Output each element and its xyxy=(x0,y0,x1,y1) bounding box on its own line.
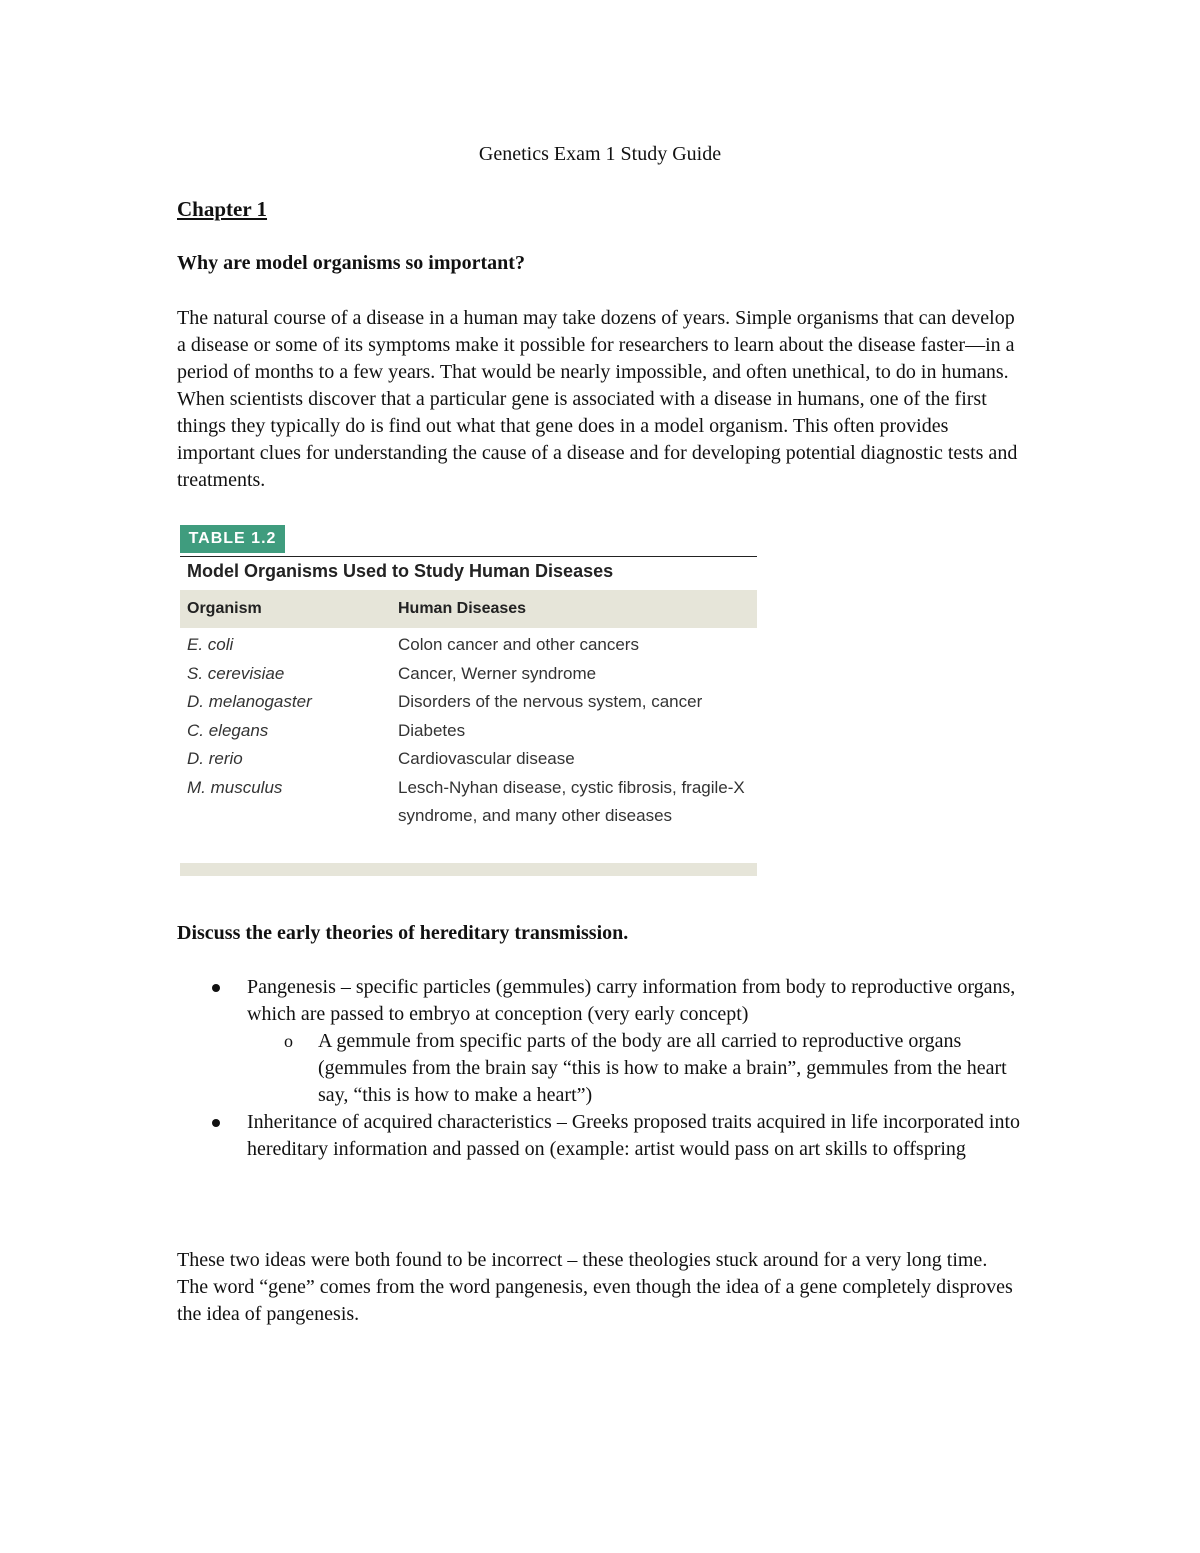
organism-cell: C. elegans xyxy=(187,720,269,740)
bullet-icon xyxy=(212,1119,220,1127)
organism-cell: E. coli xyxy=(187,635,234,654)
table-caption: Model Organisms Used to Study Human Diseases xyxy=(187,561,614,581)
table-divider xyxy=(180,556,757,557)
organism-cell: D. rerio xyxy=(187,749,243,768)
table-row xyxy=(180,660,757,689)
table-tag: TABLE 1.2 xyxy=(180,525,285,553)
diseases-cell: Diabetes xyxy=(398,720,466,740)
column-header-diseases: Human Diseases xyxy=(398,600,527,617)
table-row xyxy=(180,688,757,717)
list-item-text: Inheritance of acquired characteristics – Greeks proposed traits acquired in life incorporated into hereditary information and passed on (example: artist would pass on art skills to offspring xyxy=(247,1111,1021,1160)
organism-cell: M. musculus xyxy=(187,777,283,797)
table-row xyxy=(180,774,757,831)
organism-cell: D. melanogaster xyxy=(187,692,312,711)
model-organisms-table xyxy=(180,525,757,887)
question-model-organisms: Why are model organisms so important? xyxy=(177,252,525,274)
conclusion-line: The word “gene” comes from the word pangenesis, even though the idea of a gene completely disproves the idea of pangenesis. xyxy=(177,1276,1013,1325)
list-item xyxy=(177,974,1027,1028)
table-header-row xyxy=(180,590,757,628)
question-early-theories: Discuss the early theories of hereditary transmission. xyxy=(177,922,629,944)
table-body xyxy=(180,631,757,831)
sub-list-item xyxy=(177,1028,1027,1109)
diseases-cell: Lesch-Nyhan disease, cystic fibrosis, fragile-X syndrome, and many other diseases xyxy=(398,777,745,825)
organism-cell: S. cerevisiae xyxy=(187,663,285,683)
paragraph-conclusion xyxy=(177,1247,1027,1328)
column-header-organism: Organism xyxy=(187,600,262,617)
diseases-cell: Cardiovascular disease xyxy=(398,749,575,768)
sub-list-item-text: A gemmule from specific parts of the body are all carried to reproductive organs (gemmules from the brain say “this is how to make a brain”, gemmules from the heart say, “this is how to make a heart”) xyxy=(318,1030,1007,1106)
theories-list xyxy=(177,974,1027,1163)
document-title: Genetics Exam 1 Study Guide xyxy=(478,143,722,165)
chapter-heading: Chapter 1 xyxy=(177,197,268,221)
diseases-cell: Disorders of the nervous system, cancer xyxy=(398,692,703,711)
list-item xyxy=(177,1109,1027,1163)
table-footer-bar xyxy=(180,863,757,876)
diseases-cell: Cancer, Werner syndrome xyxy=(398,663,597,683)
paragraph-model-organisms: The natural course of a disease in a human may take dozens of years. Simple organisms that can develop a disease or some of its symptoms make it possible for researchers to learn about the disease faster—in a period of months to a few years. That would be nearly impossible, and often unethical, to do in humans. When scientists discover that a particular gene is associated with a disease in humans, one of the first things they typically do is find out what that gene does in a model organism. This often provides important clues for understanding the cause of a disease and for developing potential diagnostic tests and treatments. xyxy=(177,307,1018,491)
table-row xyxy=(180,717,757,746)
table-row xyxy=(180,631,757,660)
diseases-cell: Colon cancer and other cancers xyxy=(398,635,639,654)
sub-bullet-icon: o xyxy=(284,1031,293,1051)
table-row xyxy=(180,745,757,774)
conclusion-line: These two ideas were both found to be incorrect – these theologies stuck around for a very long time. xyxy=(177,1249,988,1271)
list-item-text: Pangenesis – specific particles (gemmules) carry information from body to reproductive organs, which are passed to embryo at conception (very early concept) xyxy=(247,976,1016,1025)
bullet-icon xyxy=(212,984,220,992)
